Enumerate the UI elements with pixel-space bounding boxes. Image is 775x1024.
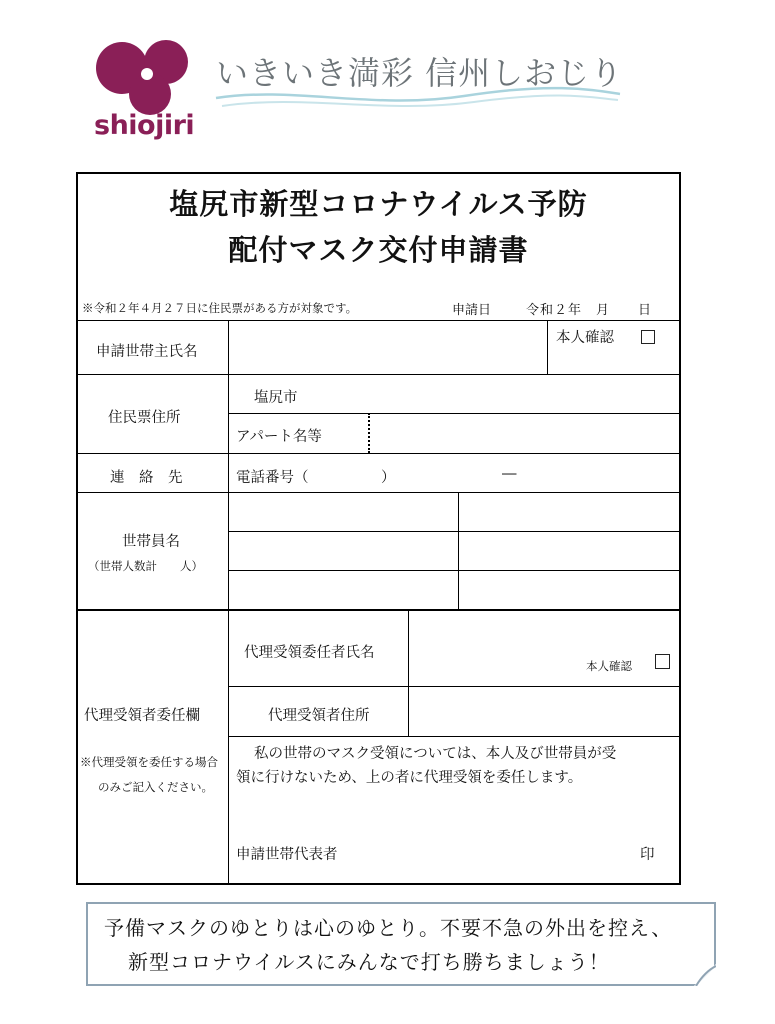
row-divider: [228, 686, 679, 687]
grape-logo-icon: [92, 40, 222, 115]
delegation-statement-line1: 私の世帯のマスク受領については、本人及び世帯員が受: [254, 746, 617, 762]
proxy-name-label: 代理受領委任者氏名: [244, 645, 375, 661]
representative-label: 申請世帯代表者: [236, 847, 338, 863]
address-city: 塩尻市: [254, 390, 298, 406]
proxy-identity-check-checkbox[interactable]: [655, 654, 670, 669]
banner-line1: 予備マスクのゆとりは心のゆとり。不要不急の外出を控え、: [104, 916, 673, 940]
form-title-line1: 塩尻市新型コロナウイルス予防: [169, 187, 588, 221]
application-date-value: 令和２年 月 日: [526, 303, 653, 318]
row-divider: [78, 374, 679, 375]
form-title-line2: 配付マスク交付申請書: [228, 233, 529, 267]
identity-check-checkbox[interactable]: [641, 330, 655, 344]
address-label: 住民票住所: [108, 410, 181, 426]
section-divider: [78, 609, 679, 611]
row-divider: [228, 531, 679, 532]
identity-check-label: 本人確認: [556, 330, 614, 346]
proxy-label-divider: [408, 609, 409, 736]
label-column-divider: [228, 320, 229, 883]
phone-dash: ―: [502, 466, 517, 482]
row-divider: [228, 570, 679, 571]
apartment-dotted-divider: [368, 413, 370, 453]
row-divider: [78, 453, 679, 454]
householder-name-label: 申請世帯主氏名: [96, 344, 198, 360]
apartment-label: アパート名等: [236, 429, 322, 445]
shiojiri-logo: [92, 40, 222, 158]
contact-label: 連 絡 先: [110, 470, 183, 486]
proxy-identity-check-label: 本人確認: [586, 659, 632, 673]
wave-decoration: [214, 84, 624, 114]
proxy-note-line1: ※代理受領を委任する場合: [80, 755, 218, 769]
delegation-statement-line2: 領に行けないため、上の者に代理受領を委任します。: [236, 770, 583, 786]
row-divider: [228, 736, 679, 737]
row-divider: [78, 320, 679, 321]
proxy-section-label: 代理受領者委任欄: [84, 708, 200, 724]
eligibility-note: ※令和２年４月２７日に住民票がある方が対象です。: [82, 301, 358, 315]
identity-check-divider: [547, 320, 548, 374]
members-label: 世帯員名: [122, 534, 180, 550]
message-banner: [86, 902, 716, 986]
row-divider: [228, 413, 679, 414]
proxy-note-line2: のみご記入ください。: [98, 780, 213, 794]
banner-line2: 新型コロナウイルスにみんなで打ち勝ちましょう！: [128, 950, 610, 974]
logo-text: shiojiri: [94, 110, 195, 141]
application-form: [76, 172, 681, 885]
application-date-label: 申請日: [452, 303, 492, 318]
seal-label: 印: [640, 847, 655, 863]
page-curl-icon: [694, 964, 716, 986]
phone-label: 電話番号（ ）: [236, 470, 396, 486]
proxy-address-label: 代理受領者住所: [268, 708, 370, 724]
members-column-divider: [458, 492, 459, 609]
city-slogan: いきいき満彩 信州しおじり: [216, 54, 624, 92]
members-count-label: （世帯人数計 人）: [88, 559, 203, 573]
row-divider: [78, 492, 679, 493]
